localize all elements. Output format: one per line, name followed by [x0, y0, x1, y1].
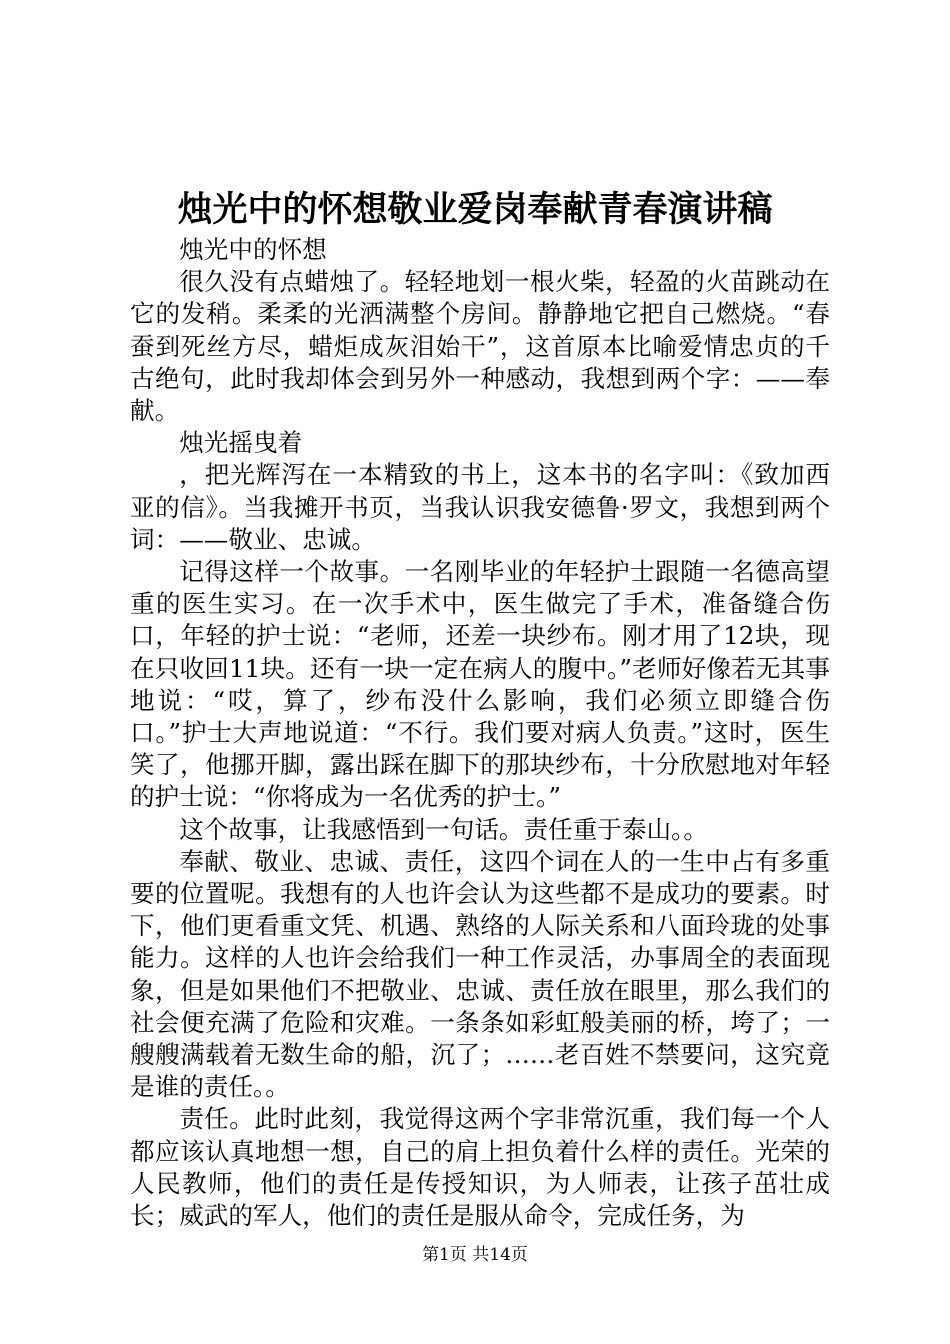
paragraph-four-values: 奉献、敬业、忠诚、责任，这四个词在人的一生中占有多重要的位置呢。我想有的人也许会认为这些都不是成功的要素。时下，他们更看重文凭、机遇、熟络的人际关系和八面玲珑的处事能力。这样的人也许会给我们一种工作灵活，办事周全的表面现象，但是如果他们不把敬业、忠诚、责任放在眼里，那么我们的社会便充满了危险和灾难。一条条如彩虹般美丽的桥，垮了；一艘艘满载着无数生命的船，沉了；……老百姓不禁要问，这究竟是谁的责任。。: [130, 846, 830, 1102]
paragraph-dedication: 很久没有点蜡烛了。轻轻地划一根火柴，轻盈的火苗跳动在它的发稍。柔柔的光洒满整个房间。静静地它把自己燃烧。“春蚕到死丝方尽，蜡炬成灰泪始干”，这首原本比喻爱情忠贞的千古绝句，此时我却体会到另外一种感动，我想到两个字：——奉献。: [130, 267, 830, 426]
paragraph-responsibility: 责任。此时此刻，我觉得这两个字非常沉重，我们每一个人都应该认真地想一想，自己的肩上担负着什么样的责任。光荣的人民教师，他们的责任是传授知识，为人师表，让孩子茁壮成长；威武的军人，他们的责任是服从命令，完成任务，为: [130, 1104, 830, 1231]
page-footer: 第1页 共14页: [422, 1245, 528, 1265]
document-title: 烛光中的怀想敬业爱岗奉献青春演讲稿: [177, 189, 773, 230]
paragraph-nurse-story: 记得这样一个故事。一名刚毕业的年轻护士跟随一名德高望重的医生实习。在一次手术中，医生做完了手术，准备缝合伤口，年轻的护士说：“老师，还差一块纱布。刚才用了12块，现在只收回11块。还有一块一定在病人的腹中。”老师好像若无其事地说：“哎，算了，纱布没什么影响，我们必须立即缝合伤口。”护士大声地说道：“不行。我们要对病人负责。”这时，医生笑了，他挪开脚，露出踩在脚下的那块纱布，十分欣慰地对年轻的护士说：“你将成为一名优秀的护士。”: [130, 557, 830, 812]
paragraph-responsibility-insight: 这个故事，让我感悟到一句话。责任重于泰山。。: [179, 814, 708, 844]
paragraph-candle-flicker: 烛光摇曳着: [179, 428, 303, 458]
document-body: [130, 234, 830, 1232]
paragraph-heading-candle: 烛光中的怀想: [179, 235, 327, 264]
paragraph-garcia-letter: ，把光辉泻在一本精致的书上，这本书的名字叫：《致加西亚的信》。当我摊开书页，当我认识我安德鲁·罗文，我想到两个词：——敬业、忠诚。: [130, 460, 830, 554]
